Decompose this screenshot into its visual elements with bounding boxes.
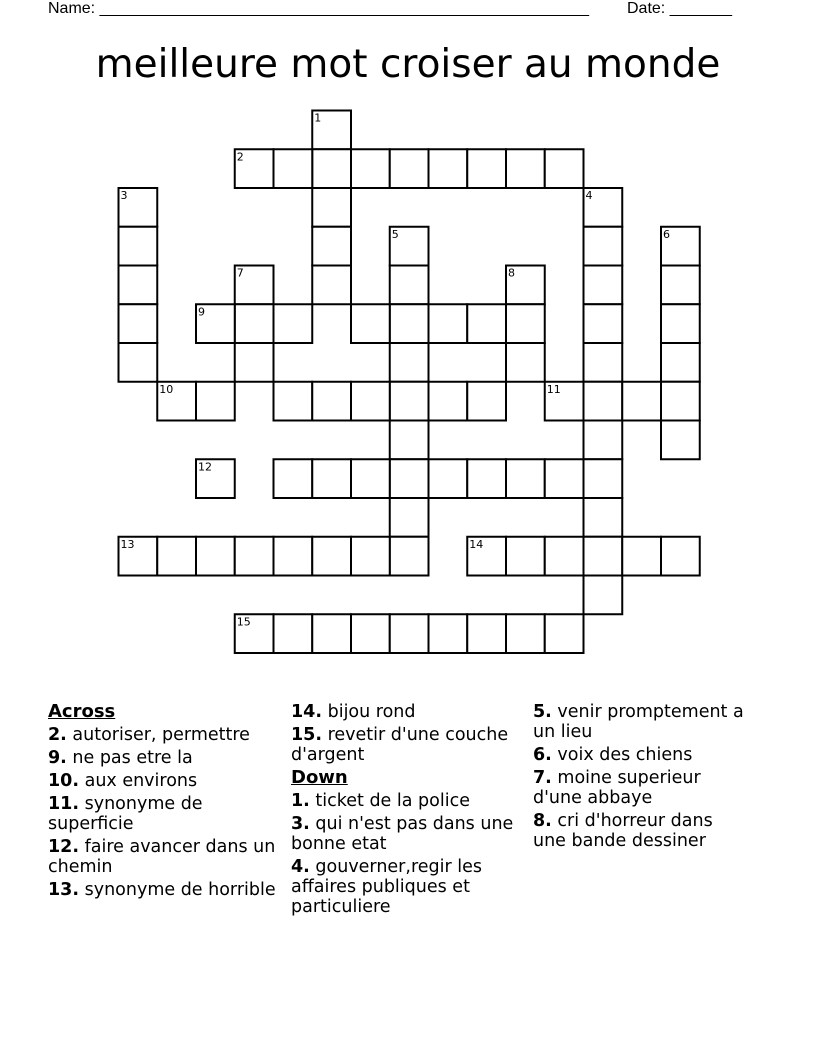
grid-cell[interactable] (390, 421, 429, 460)
grid-cell[interactable] (390, 304, 429, 343)
clue-number-1: 1 (314, 111, 322, 125)
grid-cell[interactable] (584, 459, 623, 498)
grid-cell[interactable] (119, 227, 158, 266)
grid-cell[interactable] (545, 149, 584, 188)
clue-number-4: 4 (585, 189, 593, 202)
grid-cell[interactable] (119, 304, 158, 343)
grid-cell[interactable] (661, 304, 700, 343)
clue-down-1: 1. ticket de la police (291, 791, 470, 811)
grid-cell[interactable] (351, 382, 390, 421)
clue-number-15: 15 (236, 615, 251, 629)
grid-cell[interactable] (196, 382, 235, 421)
clue-number-2: 2 (236, 150, 244, 164)
grid-cell[interactable] (312, 188, 351, 227)
grid-cell[interactable] (429, 614, 468, 653)
grid-cell[interactable] (390, 498, 429, 537)
grid-cell[interactable] (467, 614, 506, 653)
grid-cell[interactable] (390, 343, 429, 382)
grid-cell[interactable] (274, 459, 313, 498)
clue-across-14: 14. bijou rond (291, 702, 416, 722)
date-field-label: Date: _______ (627, 0, 732, 17)
across-heading: Across (48, 701, 116, 722)
clue-across-15: 15. revetir d'une couche d'argent (291, 725, 509, 765)
grid-cell[interactable] (312, 227, 351, 266)
grid-cell[interactable] (584, 537, 623, 576)
grid-cell[interactable] (661, 266, 700, 305)
grid-cell[interactable] (506, 343, 545, 382)
grid-cell[interactable] (584, 304, 623, 343)
grid-cell[interactable] (119, 266, 158, 305)
grid-cell[interactable] (584, 266, 623, 305)
clue-down-7: 7. moine superieur d'une abbaye (533, 768, 701, 808)
clue-number-12: 12 (198, 460, 212, 474)
grid-cell[interactable] (351, 459, 390, 498)
grid-cell[interactable] (351, 149, 390, 188)
grid-cell[interactable] (429, 304, 468, 343)
grid-cell[interactable] (467, 304, 506, 343)
grid-cell[interactable] (235, 537, 274, 576)
grid-cell[interactable] (467, 459, 506, 498)
grid-cell[interactable] (312, 382, 351, 421)
grid-cell[interactable] (390, 266, 429, 305)
clue-number-13: 13 (120, 537, 135, 551)
clue-number-9: 9 (198, 305, 205, 319)
grid-cell[interactable] (467, 382, 506, 421)
clue-number-10: 10 (159, 382, 174, 396)
grid-cell[interactable] (429, 149, 468, 188)
grid-cell[interactable] (545, 459, 584, 498)
grid-cell[interactable] (390, 382, 429, 421)
grid-cell[interactable] (312, 266, 351, 305)
clue-down-6: 6. voix des chiens (533, 745, 693, 765)
grid-cell[interactable] (429, 382, 468, 421)
grid-cell[interactable] (622, 382, 661, 421)
clue-number-5: 5 (391, 227, 399, 241)
grid-cell[interactable] (584, 576, 623, 615)
page-title: meilleure mot croiser au monde (95, 42, 721, 87)
grid-cell[interactable] (157, 537, 196, 576)
grid-cell[interactable] (351, 304, 390, 343)
grid-cell[interactable] (506, 614, 545, 653)
grid-cell[interactable] (312, 459, 351, 498)
down-heading: Down (291, 767, 348, 788)
clue-across-11: 11. synonyme de superficie (48, 794, 203, 834)
grid-cell[interactable] (390, 149, 429, 188)
clue-down-5: 5. venir promptement a un lieu (533, 702, 744, 742)
clue-number-11: 11 (546, 382, 561, 396)
clue-down-8: 8. cri d'horreur dans une bande dessiner (533, 811, 713, 851)
clue-down-3: 3. qui n'est pas dans une bonne etat (291, 814, 514, 854)
clue-number-6: 6 (663, 227, 670, 241)
grid-cell[interactable] (274, 382, 313, 421)
clues-column-1 (48, 702, 283, 903)
grid-cell[interactable] (506, 304, 545, 343)
grid-cell[interactable] (274, 149, 313, 188)
grid-cell[interactable] (584, 382, 623, 421)
grid-cell[interactable] (506, 149, 545, 188)
grid-cell[interactable] (545, 614, 584, 653)
clue-down-4: 4. gouverner,regir les affaires publiques et particuliere (291, 857, 482, 917)
grid-cell[interactable] (351, 537, 390, 576)
grid-cell[interactable] (661, 343, 700, 382)
grid-cell[interactable] (390, 614, 429, 653)
clue-across-9: 9. ne pas etre la (48, 748, 193, 768)
clue-number-3: 3 (120, 189, 128, 202)
name-field-label: Name: _______________________________________________________ (48, 0, 589, 17)
grid-cell[interactable] (274, 537, 313, 576)
clue-across-10: 10. aux environs (48, 771, 198, 791)
grid-cell[interactable] (584, 227, 623, 266)
clue-across-2: 2. autoriser, permettre (48, 725, 250, 745)
grid-cell[interactable] (429, 459, 468, 498)
grid-cell[interactable] (274, 304, 313, 343)
clue-number-8: 8 (508, 266, 515, 280)
clue-number-14: 14 (469, 537, 484, 551)
grid-cell[interactable] (235, 343, 274, 382)
clue-number-7: 7 (236, 266, 244, 280)
grid-cell[interactable] (622, 537, 661, 576)
clues-column-3 (533, 702, 748, 854)
grid-cell[interactable] (584, 421, 623, 460)
grid-cell[interactable] (351, 614, 390, 653)
grid-cell[interactable] (390, 459, 429, 498)
grid-cell[interactable] (584, 498, 623, 537)
grid-cell[interactable] (545, 537, 584, 576)
grid-cell[interactable] (196, 537, 235, 576)
grid-cell[interactable] (312, 537, 351, 576)
clues-column-2 (291, 702, 526, 920)
grid-cell[interactable] (235, 304, 274, 343)
grid-cell[interactable] (506, 459, 545, 498)
grid-cell[interactable] (467, 149, 506, 188)
grid-cell[interactable] (661, 537, 700, 576)
clue-across-12: 12. faire avancer dans un chemin (48, 837, 276, 877)
grid-cell[interactable] (119, 343, 158, 382)
grid-cell[interactable] (312, 149, 351, 188)
grid-cell[interactable] (274, 614, 313, 653)
grid-cell[interactable] (312, 614, 351, 653)
clue-across-13: 13. synonyme de horrible (48, 880, 276, 900)
grid-cell[interactable] (506, 537, 545, 576)
grid-cell[interactable] (661, 421, 700, 460)
grid-cell[interactable] (584, 343, 623, 382)
grid-cell[interactable] (390, 537, 429, 576)
grid-cell[interactable] (661, 382, 700, 421)
